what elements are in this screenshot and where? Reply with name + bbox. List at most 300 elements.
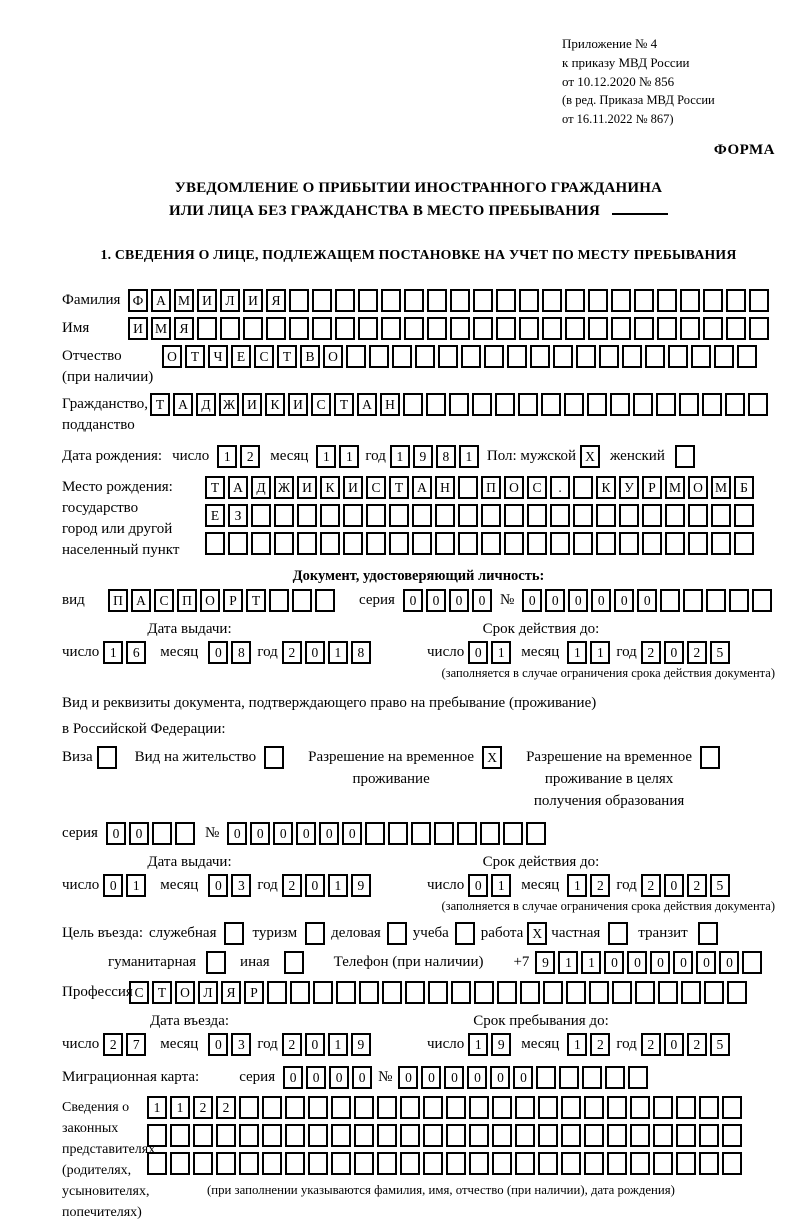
char-box[interactable]: А <box>412 476 432 499</box>
visa-checkbox[interactable] <box>97 746 117 769</box>
char-box[interactable] <box>193 1124 213 1147</box>
birthplace-row1-cells[interactable] <box>205 476 754 499</box>
char-box[interactable]: 0 <box>273 822 293 845</box>
char-box[interactable] <box>607 1096 627 1119</box>
char-box[interactable]: 1 <box>339 445 359 468</box>
char-box[interactable]: Р <box>642 476 662 499</box>
char-box[interactable] <box>564 393 584 416</box>
char-box[interactable]: Е <box>205 504 225 527</box>
char-box[interactable] <box>628 1066 648 1089</box>
char-box[interactable] <box>320 532 340 555</box>
patronymic-cells[interactable] <box>162 345 757 368</box>
char-box[interactable] <box>676 1096 696 1119</box>
char-box[interactable] <box>358 317 378 340</box>
char-box[interactable]: 1 <box>567 874 587 897</box>
char-box[interactable]: О <box>200 589 220 612</box>
char-box[interactable] <box>619 504 639 527</box>
entry-year-cells[interactable] <box>282 1033 371 1056</box>
char-box[interactable] <box>527 532 547 555</box>
char-box[interactable] <box>683 589 703 612</box>
char-box[interactable]: С <box>154 589 174 612</box>
char-box[interactable]: 0 <box>513 1066 533 1089</box>
char-box[interactable] <box>518 393 538 416</box>
char-box[interactable]: 8 <box>231 641 251 664</box>
char-box[interactable] <box>175 822 195 845</box>
char-box[interactable]: 1 <box>328 641 348 664</box>
char-box[interactable]: Ж <box>219 393 239 416</box>
char-box[interactable] <box>354 1124 374 1147</box>
char-box[interactable] <box>170 1124 190 1147</box>
residence-issue-month-cells[interactable] <box>208 874 251 897</box>
char-box[interactable] <box>97 746 117 769</box>
char-box[interactable]: 0 <box>467 1066 487 1089</box>
char-box[interactable]: 0 <box>342 822 362 845</box>
residence-series-cells[interactable] <box>106 822 195 845</box>
char-box[interactable]: 1 <box>459 445 479 468</box>
char-box[interactable]: Т <box>389 476 409 499</box>
char-box[interactable] <box>749 289 769 312</box>
char-box[interactable]: П <box>108 589 128 612</box>
char-box[interactable] <box>634 289 654 312</box>
char-box[interactable] <box>725 393 745 416</box>
char-box[interactable] <box>576 345 596 368</box>
char-box[interactable]: Т <box>246 589 266 612</box>
char-box[interactable] <box>657 289 677 312</box>
char-box[interactable]: И <box>242 393 262 416</box>
char-box[interactable] <box>706 589 726 612</box>
char-box[interactable] <box>734 504 754 527</box>
char-box[interactable]: 9 <box>351 874 371 897</box>
char-box[interactable]: X <box>527 922 547 945</box>
char-box[interactable]: 0 <box>664 874 684 897</box>
char-box[interactable] <box>446 1124 466 1147</box>
char-box[interactable] <box>455 922 475 945</box>
stay-year-cells[interactable] <box>641 1033 730 1056</box>
char-box[interactable] <box>699 1152 719 1175</box>
char-box[interactable] <box>305 922 325 945</box>
char-box[interactable] <box>633 393 653 416</box>
char-box[interactable]: А <box>131 589 151 612</box>
char-box[interactable]: М <box>711 476 731 499</box>
char-box[interactable] <box>274 504 294 527</box>
char-box[interactable] <box>435 504 455 527</box>
char-box[interactable]: Л <box>198 981 218 1004</box>
char-box[interactable] <box>400 1096 420 1119</box>
char-box[interactable] <box>699 1124 719 1147</box>
char-box[interactable]: 0 <box>227 822 247 845</box>
char-box[interactable] <box>206 951 226 974</box>
char-box[interactable] <box>515 1152 535 1175</box>
char-box[interactable] <box>308 1096 328 1119</box>
char-box[interactable] <box>446 1096 466 1119</box>
char-box[interactable] <box>519 289 539 312</box>
char-box[interactable] <box>457 822 477 845</box>
char-box[interactable] <box>274 532 294 555</box>
char-box[interactable] <box>480 822 500 845</box>
char-box[interactable] <box>239 1096 259 1119</box>
char-box[interactable]: 1 <box>567 1033 587 1056</box>
char-box[interactable] <box>392 345 412 368</box>
char-box[interactable] <box>635 981 655 1004</box>
char-box[interactable] <box>377 1124 397 1147</box>
char-box[interactable] <box>426 393 446 416</box>
char-box[interactable]: Т <box>150 393 170 416</box>
char-box[interactable] <box>503 822 523 845</box>
char-box[interactable] <box>152 822 172 845</box>
purpose-study-checkbox[interactable] <box>455 922 475 945</box>
char-box[interactable] <box>269 589 289 612</box>
char-box[interactable]: 3 <box>231 1033 251 1056</box>
char-box[interactable] <box>668 345 688 368</box>
char-box[interactable] <box>608 922 628 945</box>
char-box[interactable]: О <box>162 345 182 368</box>
char-box[interactable]: А <box>173 393 193 416</box>
char-box[interactable] <box>561 1152 581 1175</box>
char-box[interactable]: 0 <box>449 589 469 612</box>
char-box[interactable]: 8 <box>436 445 456 468</box>
char-box[interactable]: 0 <box>468 874 488 897</box>
char-box[interactable] <box>698 922 718 945</box>
char-box[interactable]: 2 <box>687 641 707 664</box>
char-box[interactable] <box>381 317 401 340</box>
char-box[interactable]: У <box>619 476 639 499</box>
char-box[interactable] <box>377 1096 397 1119</box>
char-box[interactable]: 0 <box>305 641 325 664</box>
char-box[interactable] <box>711 504 731 527</box>
purpose-transit-checkbox[interactable] <box>698 922 718 945</box>
char-box[interactable] <box>400 1152 420 1175</box>
char-box[interactable]: 0 <box>673 951 693 974</box>
char-box[interactable] <box>449 393 469 416</box>
char-box[interactable] <box>688 504 708 527</box>
char-box[interactable]: 0 <box>627 951 647 974</box>
char-box[interactable] <box>147 1152 167 1175</box>
representatives-row1-cells[interactable] <box>147 1096 742 1119</box>
char-box[interactable] <box>530 345 550 368</box>
char-box[interactable] <box>387 922 407 945</box>
char-box[interactable]: К <box>320 476 340 499</box>
char-box[interactable]: 0 <box>103 874 123 897</box>
char-box[interactable] <box>573 504 593 527</box>
char-box[interactable]: 0 <box>696 951 716 974</box>
residence-expiry-year-cells[interactable] <box>641 874 730 897</box>
char-box[interactable] <box>382 981 402 1004</box>
char-box[interactable] <box>688 532 708 555</box>
char-box[interactable]: М <box>665 476 685 499</box>
char-box[interactable] <box>611 317 631 340</box>
char-box[interactable]: 6 <box>126 641 146 664</box>
char-box[interactable]: 9 <box>491 1033 511 1056</box>
char-box[interactable]: К <box>265 393 285 416</box>
char-box[interactable] <box>313 981 333 1004</box>
char-box[interactable]: М <box>151 317 171 340</box>
char-box[interactable] <box>197 317 217 340</box>
char-box[interactable] <box>331 1124 351 1147</box>
char-box[interactable]: 3 <box>231 874 251 897</box>
migration-series-cells[interactable] <box>283 1066 372 1089</box>
char-box[interactable] <box>308 1152 328 1175</box>
char-box[interactable] <box>726 317 746 340</box>
char-box[interactable] <box>515 1096 535 1119</box>
sex-female-checkbox[interactable] <box>675 445 695 468</box>
entry-month-cells[interactable] <box>208 1033 251 1056</box>
char-box[interactable] <box>657 317 677 340</box>
char-box[interactable]: А <box>357 393 377 416</box>
residence-permit-checkbox[interactable] <box>264 746 284 769</box>
char-box[interactable] <box>607 1152 627 1175</box>
char-box[interactable]: З <box>228 504 248 527</box>
char-box[interactable]: 2 <box>282 874 302 897</box>
char-box[interactable] <box>565 289 585 312</box>
char-box[interactable] <box>634 317 654 340</box>
char-box[interactable] <box>450 317 470 340</box>
char-box[interactable]: 0 <box>664 1033 684 1056</box>
char-box[interactable] <box>599 345 619 368</box>
char-box[interactable] <box>658 981 678 1004</box>
char-box[interactable] <box>492 1152 512 1175</box>
char-box[interactable] <box>495 393 515 416</box>
purpose-tourism-checkbox[interactable] <box>305 922 325 945</box>
char-box[interactable] <box>434 822 454 845</box>
char-box[interactable] <box>722 1096 742 1119</box>
char-box[interactable] <box>573 476 593 499</box>
char-box[interactable]: 0 <box>650 951 670 974</box>
char-box[interactable] <box>589 981 609 1004</box>
char-box[interactable] <box>660 589 680 612</box>
char-box[interactable]: Я <box>221 981 241 1004</box>
char-box[interactable]: 2 <box>590 1033 610 1056</box>
char-box[interactable]: 2 <box>687 1033 707 1056</box>
char-box[interactable] <box>538 1124 558 1147</box>
char-box[interactable]: 1 <box>217 445 237 468</box>
char-box[interactable] <box>473 317 493 340</box>
char-box[interactable] <box>415 345 435 368</box>
char-box[interactable]: О <box>504 476 524 499</box>
char-box[interactable] <box>588 317 608 340</box>
char-box[interactable] <box>365 822 385 845</box>
char-box[interactable]: 1 <box>468 1033 488 1056</box>
char-box[interactable] <box>469 1096 489 1119</box>
char-box[interactable] <box>412 532 432 555</box>
entry-day-cells[interactable] <box>103 1033 146 1056</box>
migration-number-cells[interactable] <box>398 1066 648 1089</box>
char-box[interactable]: И <box>297 476 317 499</box>
char-box[interactable]: 0 <box>472 589 492 612</box>
char-box[interactable]: 1 <box>103 641 123 664</box>
doc-issue-year-cells[interactable] <box>282 641 371 664</box>
char-box[interactable] <box>605 1066 625 1089</box>
char-box[interactable] <box>573 532 593 555</box>
char-box[interactable]: А <box>151 289 171 312</box>
char-box[interactable] <box>742 951 762 974</box>
char-box[interactable]: 0 <box>208 641 228 664</box>
birthdate-month-cells[interactable] <box>316 445 359 468</box>
char-box[interactable]: 1 <box>390 445 410 468</box>
char-box[interactable] <box>435 532 455 555</box>
char-box[interactable] <box>679 393 699 416</box>
char-box[interactable]: 1 <box>170 1096 190 1119</box>
char-box[interactable] <box>543 981 563 1004</box>
char-box[interactable] <box>297 532 317 555</box>
char-box[interactable]: А <box>228 476 248 499</box>
char-box[interactable] <box>458 532 478 555</box>
char-box[interactable]: 1 <box>328 874 348 897</box>
char-box[interactable]: 0 <box>305 1033 325 1056</box>
char-box[interactable]: С <box>527 476 547 499</box>
char-box[interactable] <box>587 393 607 416</box>
char-box[interactable]: 8 <box>351 641 371 664</box>
char-box[interactable]: 0 <box>421 1066 441 1089</box>
char-box[interactable]: 0 <box>444 1066 464 1089</box>
stay-month-cells[interactable] <box>567 1033 610 1056</box>
char-box[interactable] <box>354 1152 374 1175</box>
residence-expiry-day-cells[interactable] <box>468 874 511 897</box>
char-box[interactable] <box>703 317 723 340</box>
char-box[interactable] <box>216 1124 236 1147</box>
char-box[interactable] <box>366 504 386 527</box>
char-box[interactable] <box>473 289 493 312</box>
char-box[interactable] <box>550 532 570 555</box>
char-box[interactable] <box>224 922 244 945</box>
doc-kind-cells[interactable] <box>108 589 335 612</box>
char-box[interactable]: 5 <box>710 1033 730 1056</box>
char-box[interactable] <box>147 1124 167 1147</box>
char-box[interactable]: 1 <box>328 1033 348 1056</box>
char-box[interactable]: 0 <box>208 874 228 897</box>
char-box[interactable] <box>438 345 458 368</box>
char-box[interactable] <box>285 1152 305 1175</box>
char-box[interactable]: 2 <box>641 1033 661 1056</box>
char-box[interactable] <box>492 1096 512 1119</box>
char-box[interactable] <box>450 289 470 312</box>
char-box[interactable] <box>722 1152 742 1175</box>
char-box[interactable] <box>170 1152 190 1175</box>
char-box[interactable] <box>366 532 386 555</box>
residence-issue-year-cells[interactable] <box>282 874 371 897</box>
char-box[interactable] <box>566 981 586 1004</box>
char-box[interactable] <box>358 289 378 312</box>
char-box[interactable]: 7 <box>126 1033 146 1056</box>
char-box[interactable]: 2 <box>240 445 260 468</box>
char-box[interactable]: Д <box>196 393 216 416</box>
char-box[interactable] <box>596 532 616 555</box>
citizenship-cells[interactable] <box>150 393 768 416</box>
char-box[interactable] <box>665 532 685 555</box>
char-box[interactable] <box>335 317 355 340</box>
char-box[interactable] <box>496 289 516 312</box>
char-box[interactable]: 1 <box>147 1096 167 1119</box>
char-box[interactable]: 0 <box>129 822 149 845</box>
char-box[interactable] <box>404 289 424 312</box>
char-box[interactable]: Н <box>435 476 455 499</box>
char-box[interactable]: Т <box>334 393 354 416</box>
char-box[interactable]: 5 <box>710 641 730 664</box>
char-box[interactable] <box>388 822 408 845</box>
char-box[interactable] <box>726 289 746 312</box>
char-box[interactable] <box>369 345 389 368</box>
char-box[interactable]: Т <box>205 476 225 499</box>
char-box[interactable] <box>734 532 754 555</box>
char-box[interactable]: П <box>177 589 197 612</box>
char-box[interactable]: 0 <box>306 1066 326 1089</box>
char-box[interactable] <box>381 289 401 312</box>
char-box[interactable] <box>559 1066 579 1089</box>
char-box[interactable]: 2 <box>590 874 610 897</box>
purpose-other-checkbox[interactable] <box>284 951 304 974</box>
char-box[interactable] <box>748 393 768 416</box>
char-box[interactable]: 1 <box>590 641 610 664</box>
char-box[interactable]: 1 <box>581 951 601 974</box>
char-box[interactable] <box>285 1124 305 1147</box>
char-box[interactable]: 0 <box>490 1066 510 1089</box>
char-box[interactable]: 9 <box>535 951 555 974</box>
char-box[interactable] <box>541 393 561 416</box>
char-box[interactable] <box>308 1124 328 1147</box>
char-box[interactable] <box>630 1124 650 1147</box>
char-box[interactable]: 2 <box>216 1096 236 1119</box>
char-box[interactable] <box>588 289 608 312</box>
char-box[interactable] <box>642 532 662 555</box>
char-box[interactable] <box>474 981 494 1004</box>
char-box[interactable] <box>519 317 539 340</box>
char-box[interactable] <box>469 1152 489 1175</box>
char-box[interactable]: 0 <box>398 1066 418 1089</box>
char-box[interactable]: О <box>688 476 708 499</box>
char-box[interactable] <box>469 1124 489 1147</box>
char-box[interactable]: X <box>580 445 600 468</box>
char-box[interactable] <box>699 1096 719 1119</box>
char-box[interactable]: 0 <box>719 951 739 974</box>
char-box[interactable] <box>507 345 527 368</box>
char-box[interactable]: 0 <box>250 822 270 845</box>
char-box[interactable] <box>312 289 332 312</box>
purpose-work-checkbox[interactable] <box>527 922 547 945</box>
char-box[interactable]: 0 <box>545 589 565 612</box>
purpose-official-checkbox[interactable] <box>224 922 244 945</box>
char-box[interactable] <box>193 1152 213 1175</box>
profession-cells[interactable] <box>129 981 747 1004</box>
char-box[interactable]: П <box>481 476 501 499</box>
char-box[interactable]: 0 <box>591 589 611 612</box>
char-box[interactable]: Ч <box>208 345 228 368</box>
char-box[interactable] <box>737 345 757 368</box>
char-box[interactable]: 0 <box>403 589 423 612</box>
char-box[interactable] <box>681 981 701 1004</box>
char-box[interactable] <box>412 504 432 527</box>
char-box[interactable] <box>228 532 248 555</box>
char-box[interactable] <box>216 1152 236 1175</box>
char-box[interactable] <box>584 1152 604 1175</box>
char-box[interactable]: 1 <box>491 874 511 897</box>
char-box[interactable] <box>714 345 734 368</box>
char-box[interactable]: 0 <box>426 589 446 612</box>
char-box[interactable] <box>481 504 501 527</box>
char-box[interactable] <box>584 1096 604 1119</box>
char-box[interactable]: С <box>366 476 386 499</box>
char-box[interactable]: Б <box>734 476 754 499</box>
char-box[interactable] <box>722 1124 742 1147</box>
char-box[interactable] <box>492 1124 512 1147</box>
char-box[interactable] <box>642 504 662 527</box>
char-box[interactable] <box>611 289 631 312</box>
char-box[interactable] <box>703 289 723 312</box>
char-box[interactable] <box>484 345 504 368</box>
char-box[interactable]: Ж <box>274 476 294 499</box>
char-box[interactable]: 0 <box>352 1066 372 1089</box>
char-box[interactable] <box>515 1124 535 1147</box>
char-box[interactable] <box>292 589 312 612</box>
char-box[interactable]: Л <box>220 289 240 312</box>
